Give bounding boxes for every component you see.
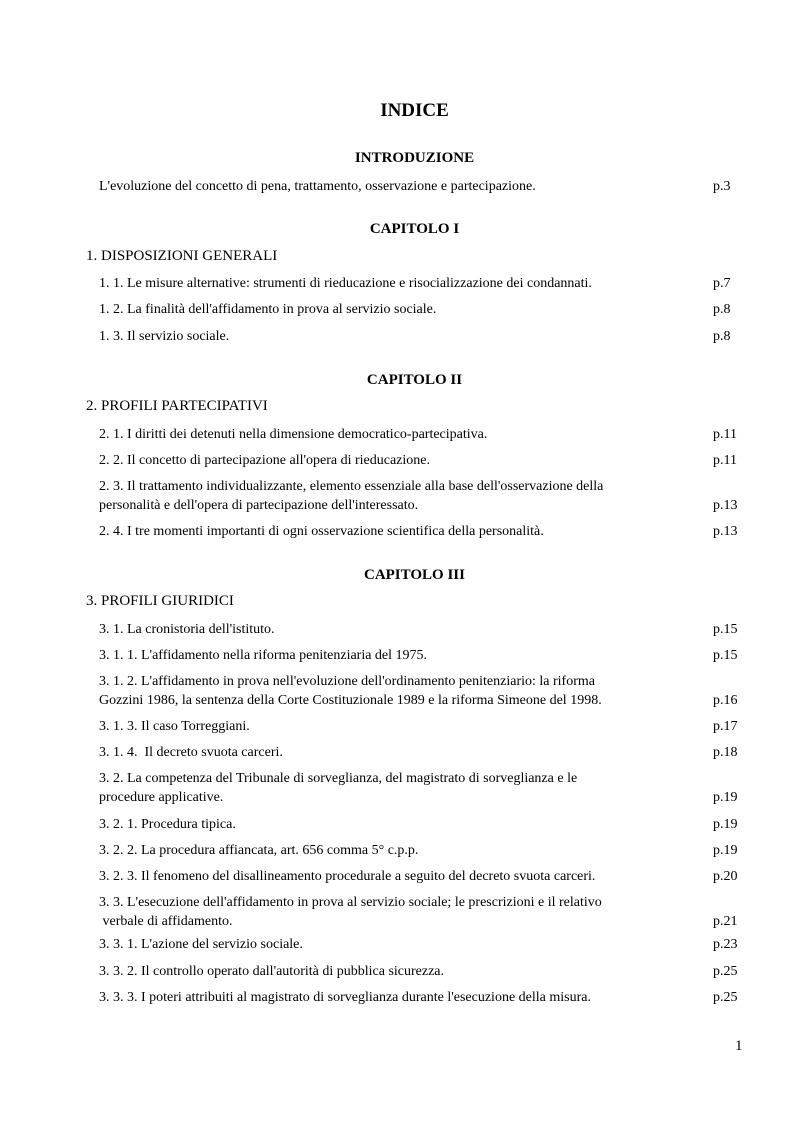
toc-entry — [99, 522, 742, 541]
toc-entry-page: p.8 — [713, 329, 731, 344]
toc-entry — [99, 962, 742, 981]
toc-entry-page: p.15 — [713, 648, 738, 663]
chapter-heading-1: CAPITOLO I — [369, 221, 460, 237]
section-title-2: 2. PROFILI PARTECIPATIVI — [86, 398, 268, 414]
toc-entry-text: 3. 2. 2. La procedura affiancata, art. 656 comma 5° c.p.p. — [99, 843, 419, 858]
section-title-1: 1. DISPOSIZIONI GENERALI — [86, 248, 278, 264]
toc-entry — [99, 274, 742, 293]
toc-entry-text: 3. 3. 2. Il controllo operato dall'autorità di pubblica sicurezza. — [99, 964, 445, 979]
toc-entry — [99, 988, 742, 1007]
toc-entry-page: p.16 — [713, 693, 738, 708]
toc-entry-text: 3. 1. 3. Il caso Torreggiani. — [99, 719, 250, 734]
toc-entry-text: 3. 1. La cronistoria dell'istituto. — [99, 622, 275, 637]
toc-entry — [99, 646, 742, 665]
toc-entry-text: 3. 3. 3. I poteri attribuiti al magistrato di sorveglianza durante l'esecuzione della misura. — [99, 990, 591, 1005]
toc-entry — [99, 717, 742, 736]
toc-entry-text: 3. 1. 1. L'affidamento nella riforma penitenziaria del 1975. — [99, 648, 428, 663]
toc-entry-page: p.25 — [713, 990, 738, 1005]
toc-entry-text: L'evoluzione del concetto di pena, trattamento, osservazione e partecipazione. — [99, 179, 536, 194]
toc-entry — [99, 672, 742, 710]
toc-entry-page: p.8 — [713, 302, 731, 317]
toc-entry-text: 3. 2. 1. Procedura tipica. — [99, 817, 236, 832]
toc-entry-page: p.15 — [713, 622, 738, 637]
toc-entry — [99, 620, 742, 639]
toc-entry — [99, 451, 742, 470]
toc-entry-page: p.18 — [713, 745, 738, 760]
toc-entry-page: p.19 — [713, 843, 738, 858]
toc-entry-page: p.25 — [713, 964, 738, 979]
chapter-heading-2: CAPITOLO II — [366, 372, 463, 388]
toc-entry-page: p.7 — [713, 276, 731, 291]
toc-entry-introduction — [99, 177, 742, 196]
toc-entry-page: p.13 — [713, 498, 738, 513]
toc-entry-page: p.17 — [713, 719, 738, 734]
toc-entry-page: p.19 — [713, 790, 738, 805]
toc-entry-text-continued: personalità e dell'opera di partecipazione dell'interessato. — [99, 498, 419, 513]
toc-entry-text: 3. 1. 2. L'affidamento in prova nell'evoluzione dell'ordinamento penitenziario: la riforma — [99, 674, 595, 689]
toc-entry-text: 1. 2. La finalità dell'affidamento in prova al servizio sociale. — [99, 302, 437, 317]
page-number: 1 — [735, 1038, 743, 1054]
toc-entry-text-continued: procedure applicative. — [99, 790, 224, 805]
toc-entry-page: p.21 — [713, 914, 738, 929]
toc-entry-page: p.11 — [713, 427, 737, 442]
toc-entry-text-continued: Gozzini 1986, la sentenza della Corte Costituzionale 1989 e la riforma Simeone del 1998. — [99, 693, 602, 708]
toc-entry-text-continued: verbale di affidamento. — [99, 914, 233, 929]
toc-entry-text: 2. 4. I tre momenti importanti di ogni osservazione scientifica della personalità. — [99, 524, 544, 539]
toc-entry — [99, 327, 742, 346]
chapter-heading-3: CAPITOLO III — [363, 567, 465, 583]
toc-entry-page: p.19 — [713, 817, 738, 832]
toc-entry-text: 1. 3. Il servizio sociale. — [99, 329, 230, 344]
toc-entry-page: p.20 — [713, 869, 738, 884]
toc-entry — [99, 300, 742, 319]
toc-entry-page: p.13 — [713, 524, 738, 539]
toc-entry — [99, 893, 742, 931]
toc-entry-text: 2. 1. I diritti dei detenuti nella dimensione democratico-partecipativa. — [99, 427, 488, 442]
toc-entry — [99, 425, 742, 444]
page-title: INDICE — [380, 100, 449, 121]
toc-entry — [99, 743, 742, 762]
toc-entry-page: p.3 — [713, 179, 731, 194]
toc-entry-page: p.11 — [713, 453, 737, 468]
introduction-heading: INTRODUZIONE — [354, 150, 475, 166]
toc-entry — [99, 867, 742, 886]
toc-entry-page: p.23 — [713, 937, 738, 952]
toc-entry-text: 3. 3. 1. L'azione del servizio sociale. — [99, 937, 303, 952]
toc-entry — [99, 769, 742, 807]
toc-entry-text: 3. 2. La competenza del Tribunale di sorveglianza, del magistrato di sorveglianza e le — [99, 771, 578, 786]
toc-entry-text: 3. 2. 3. Il fenomeno del disallineamento procedurale a seguito del decreto svuota carceri. — [99, 869, 596, 884]
toc-entry — [99, 935, 742, 954]
toc-entry-text: 3. 1. 4. Il decreto svuota carceri. — [99, 745, 283, 760]
toc-entry-text: 1. 1. Le misure alternative: strumenti di rieducazione e risocializzazione dei condannati. — [99, 276, 592, 291]
toc-entry-text: 2. 2. Il concetto di partecipazione all'opera di rieducazione. — [99, 453, 430, 468]
section-title-3: 3. PROFILI GIURIDICI — [86, 593, 234, 609]
toc-entry — [99, 477, 742, 515]
toc-entry — [99, 815, 742, 834]
toc-entry-text: 3. 3. L'esecuzione dell'affidamento in prova al servizio sociale; le prescrizioni e il relativo — [99, 895, 602, 910]
toc-entry — [99, 841, 742, 860]
toc-entry-text: 2. 3. Il trattamento individualizzante, elemento essenziale alla base dell'osservazione della — [99, 479, 604, 494]
